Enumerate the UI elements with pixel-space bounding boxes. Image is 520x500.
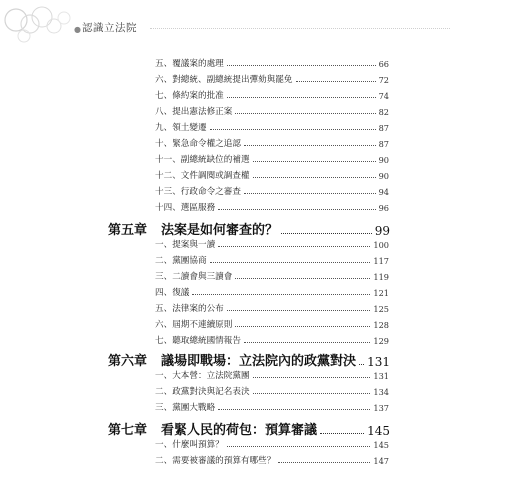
toc-entry[interactable]: 七、條約案的批准 74 [155,91,389,101]
toc-entry[interactable]: 一、大本營：立法院黨團 131 [155,371,389,381]
chapter-number: 第六章 [108,354,148,369]
toc-entry[interactable]: 十三、行政命令之審查 94 [155,187,389,197]
toc-entry[interactable]: 二、政黨對決與記名表決 134 [155,387,389,397]
toc-entry[interactable]: 九、領土變遷 87 [155,123,389,133]
toc-entry[interactable]: 七、聽取總統國情報告 129 [155,336,389,346]
page-header [0,0,520,48]
chapter-heading[interactable] [108,220,390,238]
toc-entry[interactable]: 五、覆議案的處理 66 [155,59,389,69]
running-header-title: 認識立法院 [82,22,137,34]
toc-entry[interactable]: 五、法律案的公布 125 [155,304,389,314]
chapter-page: 145 [367,424,390,438]
toc-entry[interactable]: 三、二讀會與三讀會 119 [155,272,389,282]
toc-entry[interactable]: 十一、副總統缺位的補選 90 [155,155,389,165]
toc-entry[interactable]: 十、緊急命令權之追認 87 [155,139,389,149]
chapter-heading[interactable] [108,351,390,369]
header-rule [150,28,450,29]
toc-entry[interactable]: 一、提案與一讀 100 [155,240,389,250]
toc-entry[interactable]: 二、黨團協商 117 [155,256,389,266]
decorative-circles-icon [2,4,82,48]
chapter-title: 看緊人民的荷包：預算審議 [161,423,318,438]
chapter-title: 法案是如何審查的？ [161,223,279,238]
toc-entry[interactable]: 十二、文件調閱或調查權 90 [155,171,389,181]
toc-entry[interactable]: 二、需要被審議的預算有哪些？ 147 [155,456,389,466]
toc-entry[interactable]: 六、屆期不連續原則 128 [155,320,389,330]
chapter-number: 第五章 [108,223,148,238]
toc-entry[interactable]: 四、復議 121 [155,288,389,298]
header-bullet-icon: ● [74,25,81,34]
chapter-title: 議場即戰場：立法院內的政黨對決 [161,354,357,369]
chapter-heading[interactable] [108,420,390,438]
chapter-page: 131 [367,355,390,369]
toc-entry[interactable]: 十四、選區服務 96 [155,203,389,213]
chapter-number: 第七章 [108,423,148,438]
toc-entry[interactable]: 三、黨團大戰略 137 [155,403,389,413]
chapter-page: 99 [374,224,390,238]
toc-entry[interactable]: 一、什麼叫預算？ 145 [155,440,389,450]
toc-entry[interactable]: 八、提出憲法修正案 82 [155,107,389,117]
toc-entry[interactable]: 六、對總統、副總統提出彈劾與罷免 72 [155,75,389,85]
